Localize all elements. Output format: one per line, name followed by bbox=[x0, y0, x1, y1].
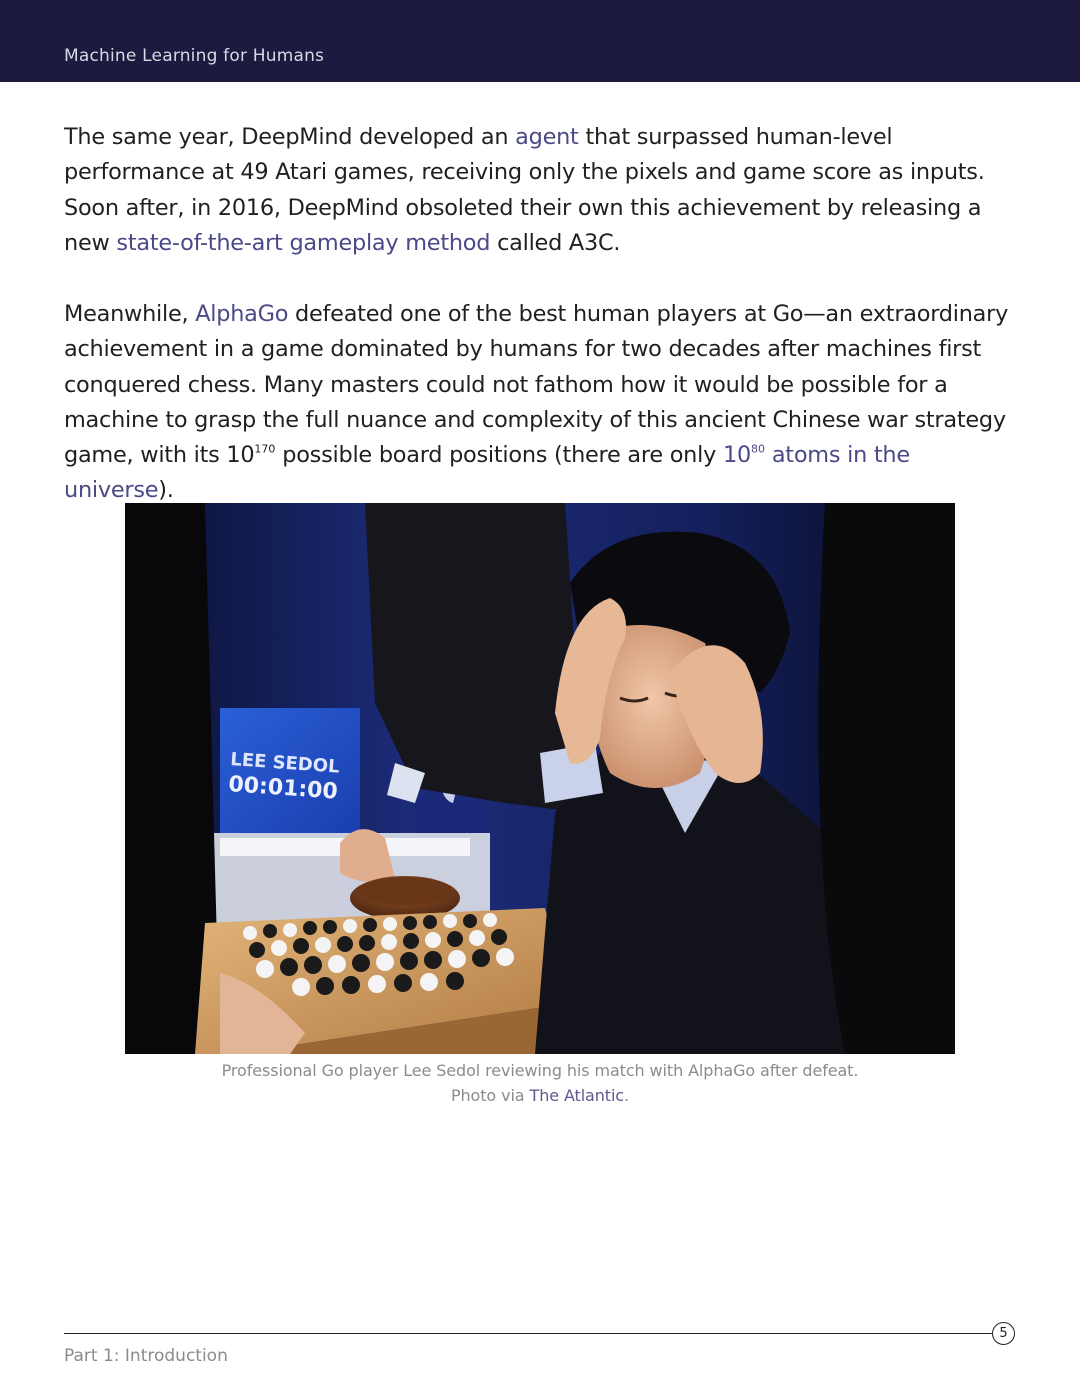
screen-name-text: LEE SEDOL bbox=[229, 749, 341, 778]
header-bar bbox=[0, 0, 1080, 82]
paragraph-2 bbox=[64, 297, 1024, 509]
atoms-base: 10 bbox=[722, 442, 751, 469]
alphago-link[interactable]: AlphaGo bbox=[195, 301, 289, 327]
lee-sedol-photo bbox=[125, 503, 955, 1054]
paragraph-1 bbox=[64, 120, 1024, 261]
caption-period: . bbox=[624, 1086, 630, 1105]
caption-line-2 bbox=[125, 1083, 955, 1108]
screen-timer-text: 00:01:00 bbox=[227, 772, 339, 805]
footer-rule bbox=[64, 1333, 992, 1334]
gameplay-method-link[interactable]: state-of-the-art gameplay method bbox=[116, 229, 491, 256]
agent-link[interactable]: agent bbox=[515, 124, 579, 150]
p1-text-3: called A3C. bbox=[490, 229, 621, 256]
p1-text-2: that surpassed human-level performance at 49 Atari games, receiving only the pixels and game score as inputs. Soon after, in 2016, DeepMind obsoleted their own this achievement by releasing a new bbox=[64, 124, 985, 256]
photo-caption bbox=[125, 1058, 955, 1108]
exponent-170: 170 bbox=[254, 442, 276, 456]
footer-section-title: Part 1: Introduction bbox=[64, 1346, 228, 1366]
caption-photo-via: Photo via bbox=[450, 1086, 530, 1105]
p2-text-4: ). bbox=[158, 477, 174, 504]
p2-text-1: Meanwhile, bbox=[64, 301, 196, 327]
caption-line-1: Professional Go player Lee Sedol reviewing his match with AlphaGo after defeat. bbox=[221, 1061, 859, 1080]
exponent-80: 80 bbox=[750, 442, 765, 456]
the-atlantic-link[interactable]: The Atlantic bbox=[529, 1086, 625, 1105]
atoms-link-text: atoms in the universe bbox=[64, 442, 910, 504]
page-number: 5 bbox=[992, 1322, 1015, 1345]
p2-text-3: possible board positions (there are only bbox=[275, 442, 723, 469]
header-title: Machine Learning for Humans bbox=[64, 46, 325, 66]
p2-text-2: defeated one of the best human players at Go—an extraordinary achievement in a game dominated by humans for two decades after machines first conquered chess. Many masters could not fathom how it would be possible for a machine to grasp the full nuance and complexity of this ancient Chinese war strategy game, with its 10 bbox=[64, 301, 1009, 469]
p1-text-1: The same year, DeepMind developed an bbox=[64, 124, 516, 150]
